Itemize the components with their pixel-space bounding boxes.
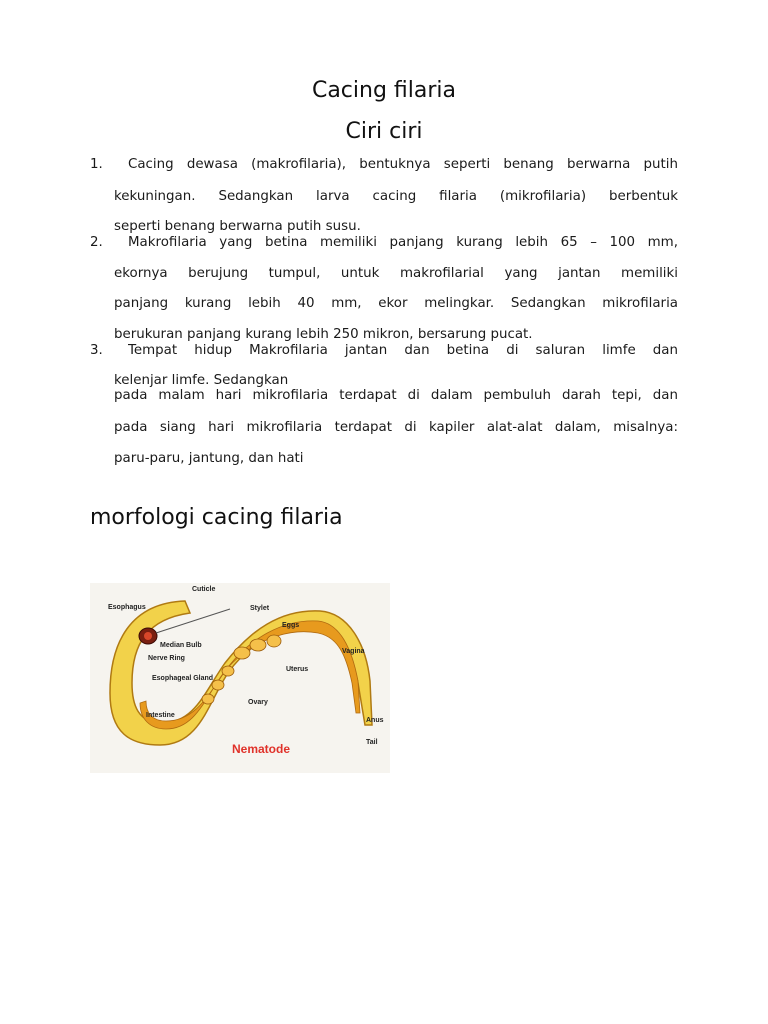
label-esophageal-gland: Esophageal Gland	[152, 675, 214, 682]
list-number: 2.	[90, 235, 103, 250]
list-text-line: paru-paru, jantung, dan hati	[114, 451, 304, 466]
label-stylet: Stylet	[250, 605, 270, 612]
label-uterus: Uterus	[286, 666, 309, 673]
section-heading: morfologi cacing filaria	[90, 505, 343, 530]
label-intestine: Intestine	[146, 712, 175, 719]
list-text-line: Tempat hidup Makrofilaria jantan dan betina di saluran limfe dan	[128, 343, 678, 358]
label-anus: Anus	[366, 717, 384, 724]
label-median-bulb: Median Bulb	[160, 642, 202, 649]
list-text-line: kelenjar limfe. Sedangkan	[114, 373, 289, 388]
list-text-line: ekornya berujung tumpul, untuk makrofilarial yang jantan memiliki	[114, 266, 678, 281]
list-text-line: berukuran panjang kurang lebih 250 mikron, bersarung pucat.	[114, 327, 533, 342]
list-text-line: pada malam hari mikrofilaria terdapat di dalam pembuluh darah tepi, dan	[114, 388, 678, 403]
document-title: Cacing filaria	[311, 78, 457, 103]
list-text-line: seperti benang berwarna putih susu.	[114, 219, 361, 234]
list-text-line: Makrofilaria yang betina memiliki panjang kurang lebih 65 – 100 mm,	[128, 235, 678, 250]
list-text-line: Cacing dewasa (makrofilaria), bentuknya seperti benang berwarna putih	[128, 157, 678, 172]
label-nerve-ring: Nerve Ring	[148, 655, 185, 662]
list-text-line: kekuningan. Sedangkan larva cacing filaria (mikrofilaria) berbentuk	[114, 189, 678, 204]
document-subtitle: Ciri ciri	[345, 119, 423, 144]
nematode-diagram	[90, 583, 390, 773]
label-esophagus: Esophagus	[108, 604, 146, 611]
label-vagina: Vagina	[342, 648, 365, 655]
label-eggs: Eggs	[282, 622, 300, 629]
label-ovary: Ovary	[248, 699, 268, 706]
label-cuticle: Cuticle	[192, 586, 216, 593]
list-text-line: pada siang hari mikrofilaria terdapat di kapiler alat-alat dalam, misalnya:	[114, 420, 678, 435]
list-text-line: panjang kurang lebih 40 mm, ekor melingkar. Sedangkan mikrofilaria	[114, 296, 678, 311]
list-number: 3.	[90, 343, 103, 358]
label-tail: Tail	[366, 739, 378, 746]
list-number: 1.	[90, 157, 103, 172]
diagram-caption: Nematode	[232, 742, 291, 756]
